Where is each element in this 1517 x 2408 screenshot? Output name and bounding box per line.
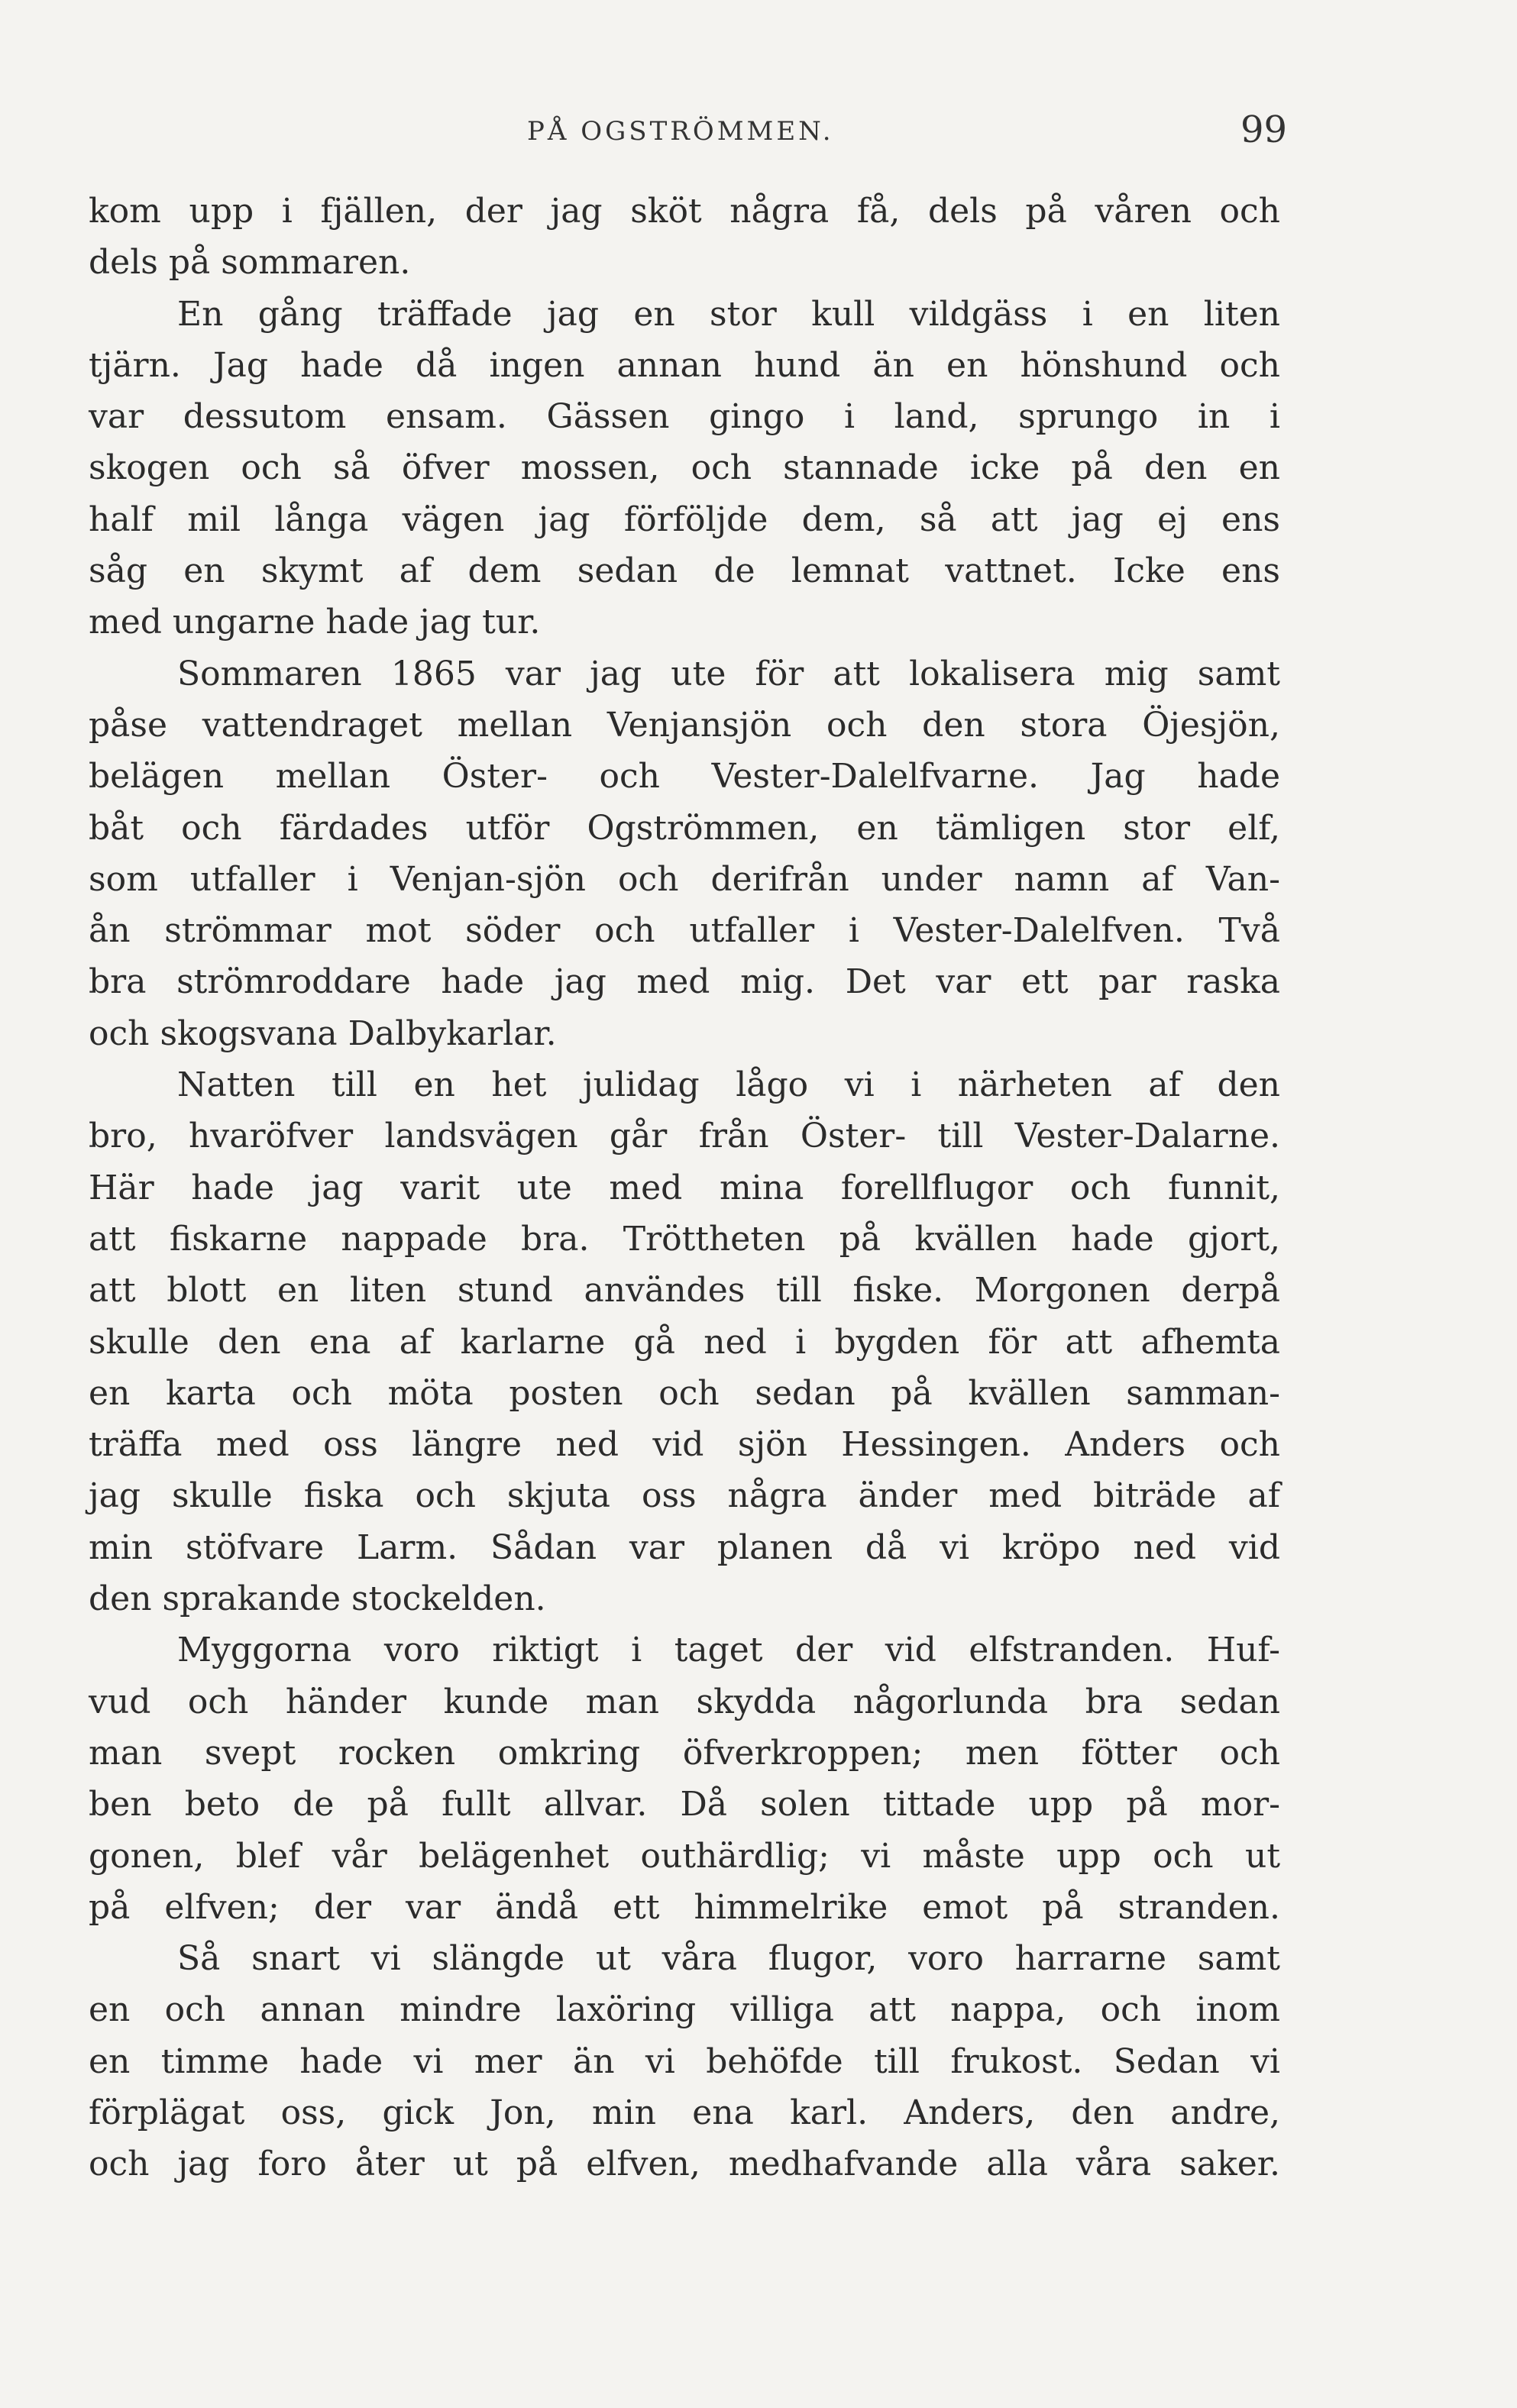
text-line: Natten till en het julidag lågo vi i närheten af den: [177, 1065, 1280, 1105]
text-line: kom upp i fjällen, der jag sköt några få, dels på våren och: [89, 192, 1280, 231]
text-line: En gång träffade jag en stor kull vildgäss i en liten: [177, 294, 1280, 334]
text-line: en karta och möta posten och sedan på kvällen samman-: [89, 1373, 1280, 1413]
text-line: half mil långa vägen jag förföljde dem, så att jag ej ens: [89, 499, 1280, 539]
text-line: ben beto de på fullt allvar. Då solen tittade upp på mor-: [89, 1785, 1280, 1825]
text-line: man svept rocken omkring öfverkroppen; men fötter och: [89, 1733, 1280, 1773]
running-title: PÅ OGSTRÖMMEN.: [527, 116, 834, 147]
text-line: en och annan mindre laxöring villiga att nappa, och inom: [89, 1990, 1280, 2030]
text-line: gonen, blef vår belägenhet outhärdlig; vi måste upp och ut: [89, 1836, 1280, 1876]
text-line: bro, hvaröfver landsvägen går från Öster- till Vester-Dalarne.: [89, 1117, 1280, 1156]
text-line: bra strömroddare hade jag med mig. Det var ett par raska: [89, 962, 1280, 1002]
text-line: dels på sommaren.: [89, 243, 411, 283]
text-line: den sprakande stockelden.: [89, 1579, 546, 1619]
text-line: min stöfvare Larm. Sådan var planen då vi kröpo ned vid: [89, 1527, 1280, 1567]
text-line: tjärn. Jag hade då ingen annan hund än en hönshund och: [89, 345, 1280, 385]
text-line: belägen mellan Öster- och Vester-Dalelfvarne. Jag hade: [89, 757, 1280, 797]
running-head: [0, 108, 1517, 162]
text-line: skogen och så öfver mossen, och stannade icke på den en: [89, 448, 1280, 488]
text-line: att blott en liten stund användes till fiske. Morgonen derpå: [89, 1271, 1280, 1311]
text-line: såg en skymt af dem sedan de lemnat vattnet. Icke ens: [89, 551, 1280, 591]
text-line: båt och färdades utför Ogströmmen, en tämligen stor elf,: [89, 808, 1280, 848]
text-line: på elfven; der var ändå ett himmelrike emot på stranden.: [89, 1887, 1280, 1927]
text-line: Myggorna voro riktigt i taget der vid elfstranden. Huf-: [177, 1631, 1280, 1670]
text-line: påse vattendraget mellan Venjansjön och den stora Öjesjön,: [89, 705, 1280, 745]
text-line: förplägat oss, gick Jon, min ena karl. Anders, den andre,: [89, 2093, 1280, 2132]
text-line: var dessutom ensam. Gässen gingo i land, sprungo in i: [89, 397, 1280, 437]
text-line: vud och händer kunde man skydda någorlunda bra sedan: [89, 1682, 1280, 1721]
text-line: och skogsvana Dalbykarlar.: [89, 1013, 557, 1053]
text-line: Sommaren 1865 var jag ute för att lokalisera mig samt: [177, 654, 1280, 693]
text-line: skulle den ena af karlarne gå ned i bygden för att afhemta: [89, 1322, 1280, 1362]
text-line: träffa med oss längre ned vid sjön Hessingen. Anders och: [89, 1425, 1280, 1465]
text-line: att fiskarne nappade bra. Tröttheten på kvällen hade gjort,: [89, 1219, 1280, 1259]
text-line: ån strömmar mot söder och utfaller i Vester-Dalelfven. Två: [89, 911, 1280, 951]
text-line: och jag foro åter ut på elfven, medhafvande alla våra saker.: [89, 2145, 1280, 2184]
text-line: jag skulle fiska och skjuta oss några änder med biträde af: [89, 1476, 1280, 1516]
text-line: Så snart vi slängde ut våra flugor, voro harrarne samt: [177, 1939, 1280, 1979]
text-line: som utfaller i Venjan-sjön och derifrån under namn af Van-: [89, 859, 1280, 899]
text-line: Här hade jag varit ute med mina forellflugor och funnit,: [89, 1168, 1280, 1207]
text-line: en timme hade vi mer än vi behöfde till frukost. Sedan vi: [89, 2041, 1280, 2081]
body-text: [89, 186, 1280, 2190]
page-number: 99: [1240, 108, 1288, 151]
text-line: med ungarne hade jag tur.: [89, 603, 541, 642]
